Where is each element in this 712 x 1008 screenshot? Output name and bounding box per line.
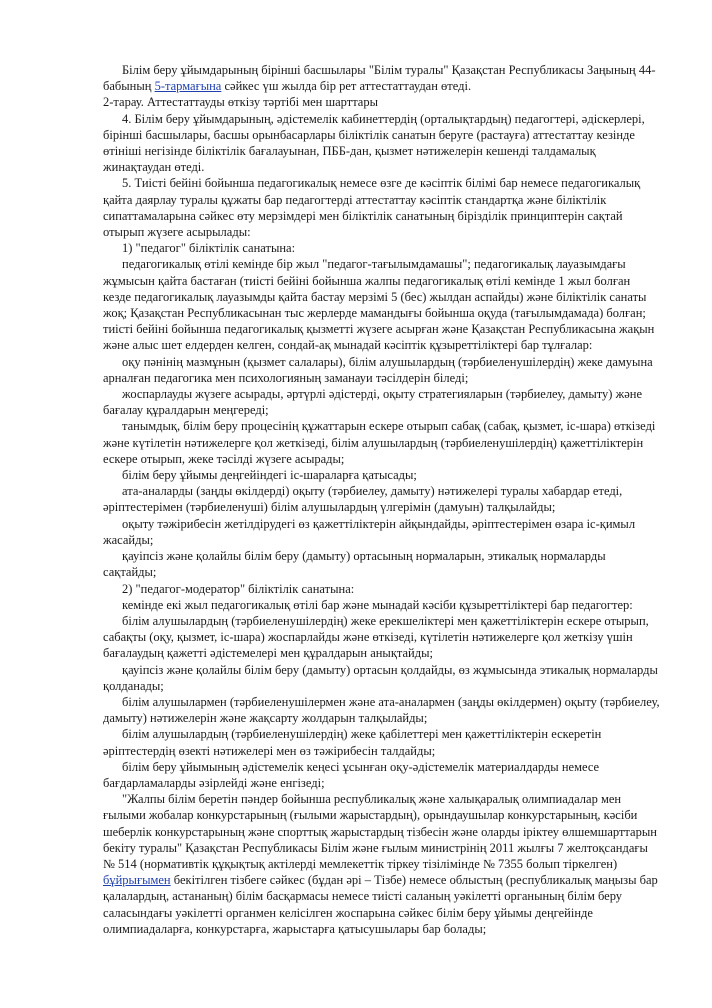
intro-paragraph	[103, 62, 660, 94]
category-2-item: білім беру ұйымының әдістемелік кеңесі ұсынған оқу-әдістемелік материалдарды немесе бағдарламаларды әзірлейді және енгізеді;	[103, 759, 600, 790]
category-1-item: қауіпсіз және қолайлы білім беру (дамыту) ортасының нормаларын, этикалық нормаларды сақтайды;	[103, 549, 606, 580]
category-1-item: оқыту тәжірибесін жетілдірудегі өз қажеттіліктерін айқындайды, әріптестерімен өзара іс-қимыл жасайды;	[103, 516, 636, 547]
chapter-heading: 2-тарау. Аттестаттауды өткізу тәртібі мен шарттары	[103, 95, 379, 110]
category-2-item: білім алушылардың (тәрбиеленушілердің) жеке ерекшеліктері мен қажеттіліктерін ескере отырып, сабақты (оқу, қызмет, іс-шара) жоспарлайды және өткізеді, күтілетін нәтижелерге қол жеткізу үшін бағалаудың қажетті әдістемелері мен құралдарын анықтайды;	[103, 613, 649, 661]
paragraph-5: 5. Тиісті бейіні бойынша педагогикалық немесе өзге де кәсіптік білімі бар немесе педагогикалық қайта даярлау туралы құжаты бар педагогтерді аттестаттау кәсіптік стандартқа және біліктілік сипаттамаларына сәйкес өту мерзімдері мен біліктілік санатының бірізділік принциптерін сақтай отырып жүзеге асырылады:	[103, 176, 641, 240]
category-2-item: білім алушылармен (тәрбиеленушілермен және ата-аналармен (заңды өкілдермен) оқыту (тәрбиелеу, дамыту) нәтижелерін және жақсарту жолдарын талқылайды;	[103, 694, 660, 726]
olympiad-text-end: бекітілген тізбеге сәйкес (бұдан әрі – Тізбе) немесе облыстың (республикалық маңызы бар қалалардың, астананың) білім басқармасы немесе тиісті саланың уәкілетті органының білім беру саласындағы уәкілетті органмен келісілген жоспарына сәйкес білім беру ұйымы деңгейінде олимпиадаларға, конкурстарға, жарыстарға қатысушылары бар болады;	[103, 873, 658, 936]
category-2-item: кемінде екі жыл педагогикалық өтілі бар және мынадай кәсіби құзыреттіліктері бар педагогтер:	[122, 597, 633, 612]
category-2-item: қауіпсіз және қолайлы білім беру (дамыту) ортасын қолдайды, өз жұмысында этикалық нормаларды қолданады;	[103, 662, 658, 693]
olympiad-text-start: "Жалпы білім беретін пәндер бойынша республикалық және халықаралық олимпиадалар мен ғылыми жобалар конкурстарының (ғылыми жарыстардың), орындаушылар конкурстарының, кәсіби шеберлік конкурстарының және спорттық жарыстардың тізбесін және оларды іріктеу өлшемшарттарын бекіту туралы" Қазақстан Республикасы Білім және ғылым министрінің 2011 жылғы 7 желтоқсандағы № 514 (нормативтік құқықтық актілерді мемлекеттік тіркеу тізілімінде № 7355 болып тіркелген)	[103, 792, 657, 871]
law-article-link[interactable]: 5-тармағына	[154, 79, 222, 94]
order-link[interactable]: бұйрығымен	[103, 873, 171, 888]
category-2-heading: 2) "педагог-модератор" біліктілік санатына:	[122, 581, 355, 596]
category-1-item: оқу пәнінің мазмұнын (қызмет салалары), білім алушылардың (тәрбиеленушілердің) жеке дамуына арналған педагогика мен психологияның заманауи тәсілдерін біледі;	[103, 354, 653, 385]
category-1-item: жоспарлауды жүзеге асырады, әртүрлі әдістерді, оқыту стратегияларын (тәрбиелеу, дамыту) және бағалау құралдарын меңгереді;	[103, 387, 643, 418]
category-1-item: педагогикалық өтілі кемінде бір жыл "педагог-тағылымдамашы"; педагогикалық лауазымдағы жұмысын қайта бастаған (тиісті бейіні бойынша жалпы педагогикалық өтілі кемінде 1 жыл болған кезде педагогикалық лауазымды қайта бастау мерзімі 5 (бес) жылдан аспайды) және біліктілік санаты жоқ; Қазақстан Республикасынан тыс жерлерде мамандығы бойынша оқуда (тағылымдамада) болған; тиісті бейіні бойынша педагогикалық қызметті жүзеге асырған және Қазақстан Республикасына жақын және алыс шет елдерден келген, сондай-ақ мынадай кәсіптік құзыреттіліктері бар тұлғалар:	[103, 257, 655, 353]
intro-text-end: сәйкес үш жылда бір рет аттестаттаудан өтеді.	[221, 79, 472, 94]
intro-text-start: Білім беру ұйымдарының бірінші басшылары "Білім туралы" Қазақстан Республикасы Заңының 44-бабының	[103, 63, 656, 94]
category-1-item: білім беру ұйымы деңгейіндегі іс-шараларға қатысады;	[122, 468, 417, 483]
category-1-item: ата-аналарды (заңды өкілдерді) оқыту (тәрбиелеу, дамыту) нәтижелері туралы хабардар етеді, әріптестерімен (тәрбиеленуші) білім алушылардың үлгерімін (дамуын) талқылайды;	[103, 484, 623, 515]
category-2-item: білім алушылардың (тәрбиеленушілердің) жеке қабілеттері мен қажеттіліктерін ескеретін әріптестердің өзекті нәтижелері мен өз тәжірибесін талдайды;	[103, 727, 602, 758]
olympiad-paragraph	[103, 791, 660, 937]
category-1-heading: 1) "педагог" біліктілік санатына:	[122, 241, 296, 256]
category-1-item: танымдық, білім беру процесінің құжаттарын ескере отырып сабақ (сабақ, қызмет, іс-шара) өткізеді және күтілетін нәтижелерге қол жеткізеді, білім алушылардың (тәрбиеленушілердің) қажеттіліктерін ескере отырып, жеке тәсілді жүзеге асырады;	[103, 419, 656, 466]
paragraph-4: 4. Білім беру ұйымдарының, әдістемелік кабинеттердің (орталықтардың) педагогтері, әдіскерлері, бірінші басшылары, басшы орынбасарлары біліктілік санатын беруге (растауға) аттестаттау кезінде өтініші негізінде біліктілік бағалауынан, ПББ-дан, қызмет нәтижелерін кешенді талдамалық жинақтаудан өтеді.	[103, 111, 645, 175]
